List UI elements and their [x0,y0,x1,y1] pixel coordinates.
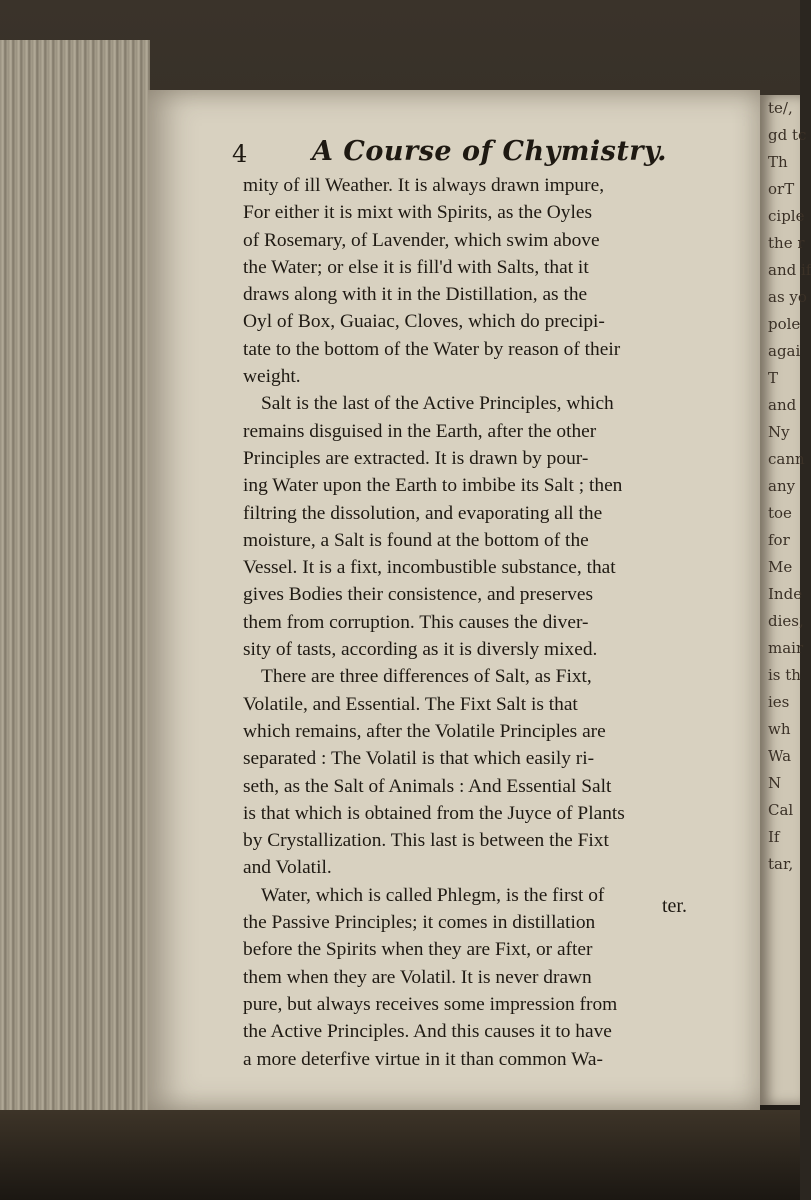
text-line: There are three differences of Salt, as Fixt, [261,666,592,688]
text-line: by Crystallization. This last is between the Fixt [243,830,609,852]
text-line: Vessel. It is a fixt, incombustible substance, that [243,557,616,579]
text-line: which remains, after the Volatile Principles are [243,720,606,742]
facing-page-fragment: cann [768,450,805,468]
text-line: For either it is mixt with Spirits, as the Oyles [243,202,593,224]
text-line: remains disguised in the Earth, after the other [243,420,597,442]
facing-page-fragment: Cal [768,801,794,819]
facing-page-fragment: Me [768,558,793,576]
text-line: Oyl of Box, Guaiac, Cloves, which do precipi- [243,311,605,333]
body-text [243,172,733,1073]
facing-page-fragment: mair [768,639,804,657]
text-line: gives Bodies their consistence, and preserves [243,584,594,606]
facing-page-fragment: and if [768,261,811,279]
facing-page-fragment: for [768,531,790,549]
facing-page-fragment: wh [768,720,791,738]
facing-page-fragment: N [768,774,782,792]
catchword: ter. [662,895,687,917]
facing-page-fragment: the r [768,234,805,252]
text-line: the Water; or else it is fill'd with Salts, that it [243,256,589,278]
facing-page-fragment: Ny [768,423,790,441]
text-line: them when they are Volatil. It is never drawn [243,966,592,988]
text-line: Principles are extracted. It is drawn by pour- [243,447,589,469]
text-line: and Volatil. [243,857,332,879]
facing-page-fragment: orT [768,180,795,198]
facing-page-fragment: ies [768,693,790,711]
facing-page-fragment: gd tc [768,126,807,144]
facing-page-fragment: any [768,477,796,495]
text-line: the Passive Principles; it comes in distillation [243,912,596,934]
text-line: is that which is obtained from the Juyce of Plants [243,802,625,824]
page-stack-edge [0,40,150,1140]
facing-page-fragment: is th [768,666,801,684]
text-line: mity of ill Weather. It is always drawn impure, [243,175,605,196]
facing-page-fragment: If [768,828,780,846]
text-line: the Active Principles. And this causes it to have [243,1021,612,1043]
text-line: sity of tasts, according as it is diversly mixed. [243,639,598,661]
text-line: draws along with it in the Distillation, as the [243,284,588,306]
text-line: moisture, a Salt is found at the bottom of the [243,529,589,551]
running-title: A Course of Chymistry. [312,136,668,167]
facing-page-fragment: te/, [768,99,793,117]
text-line: Volatile, and Essential. The Fixt Salt is that [243,693,578,715]
facing-page-fragment: toe [768,504,792,522]
text-line: before the Spirits when they are Fixt, or after [243,939,593,961]
facing-page-fragment: dies, [768,612,804,630]
page-number: 4 [232,140,248,168]
facing-page-fragment: as yo [768,288,807,306]
text-line: them from corruption. This causes the diver- [243,611,589,633]
facing-page-fragment: agai [768,342,801,360]
text-line: filtring the dissolution, and evaporating all the [243,502,603,524]
text-line: pure, but always receives some impression from [243,993,618,1015]
facing-page-fragment: and [768,396,797,414]
text-line: of Rosemary, of Lavender, which swim above [243,229,600,251]
text-line: tate to the bottom of the Water by reason of their [243,338,621,360]
facing-page-fragment: T [768,369,779,387]
text-line: separated : The Volatil is that which easily ri- [243,748,595,770]
text-line: Water, which is called Phlegm, is the first of [261,884,605,906]
facing-page-fragment: tar, [768,855,794,873]
facing-page-fragment: ciple [768,207,805,225]
facing-page-fragment: Th [768,153,788,171]
facing-page-fragment: pole [768,315,801,333]
text-line: weight. [243,366,301,388]
facing-page-edge [760,95,811,1105]
facing-page-fragment: Inde [768,585,803,603]
facing-page-fragment: Wa [768,747,792,765]
text-line: seth, as the Salt of Animals : And Essential Salt [243,775,612,797]
text-line: a more deterfive virtue in it than common Wa- [243,1048,603,1070]
text-line: ing Water upon the Earth to imbibe its Salt ; then [243,475,623,497]
scan-bottom-edge [0,1110,800,1200]
text-line: Salt is the last of the Active Principles, which [261,393,614,415]
page-header [232,136,752,170]
